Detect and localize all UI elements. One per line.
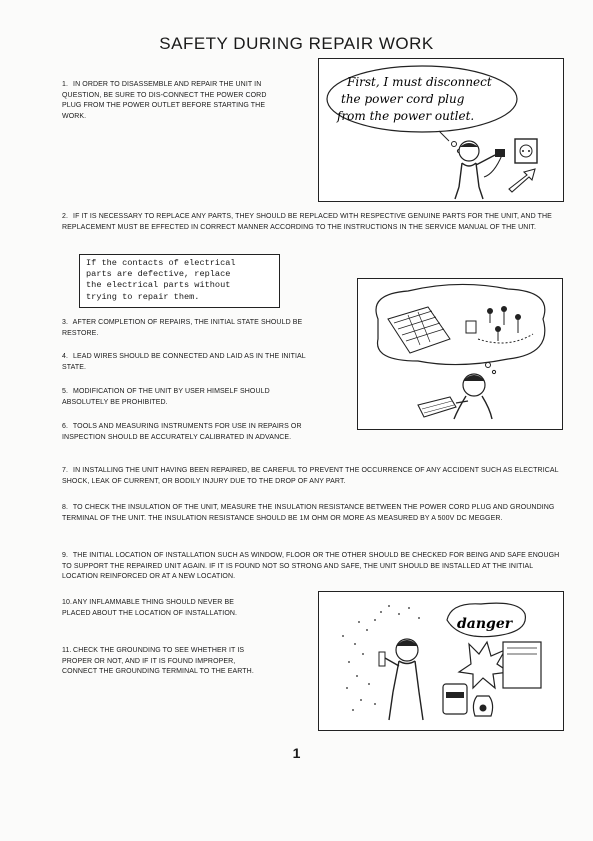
danger-sign-text: danger xyxy=(457,616,513,632)
warning-note-box: If the contacts of electrical parts are defective, replace the electrical parts without trying to repair them. xyxy=(79,254,280,308)
item-text: LEAD WIRES SHOULD BE CONNECTED AND LAID AS IN THE INITIAL STATE. xyxy=(62,353,306,371)
item-number: 10. xyxy=(62,599,73,606)
item-text: CHECK THE GROUNDING TO SEE WHETHER IT IS PROPER OR NOT, AND IF IT IS FOUND IMPROPER, CONNECT THE GROUNDING TERMINAL TO THE EARTH. xyxy=(62,647,254,675)
item-number: 11. xyxy=(62,647,72,654)
list-item xyxy=(62,646,262,678)
item-number: 4. xyxy=(62,353,69,360)
item-text: IF IT IS NECESSARY TO REPLACE ANY PARTS, THEY SHOULD BE REPLACED WITH RESPECTIVE GENUINE PARTS FOR THE UNIT, AND THE REPLACEMENT MUST BE EFFECTED IN CORRECT MANNER ACCORDING TO THE INSTRUCTIONS IN THE SERVICE MANUAL OF THE UNIT. xyxy=(62,213,552,231)
disconnect-plug-drawing xyxy=(319,59,563,201)
item-number: 8. xyxy=(62,504,69,511)
illustration-danger xyxy=(318,591,564,731)
page-number: 1 xyxy=(292,745,301,761)
item-number: 7. xyxy=(62,467,69,474)
list-item xyxy=(62,422,307,443)
list-item xyxy=(62,503,567,524)
speech-line-3: from the power outlet. xyxy=(337,109,475,123)
item-text: MODIFICATION OF THE UNIT BY USER HIMSELF SHOULD ABSOLUTELY BE PROHIBITED. xyxy=(62,388,270,406)
item-text: TO CHECK THE INSULATION OF THE UNIT, MEASURE THE INSULATION RESISTANCE BETWEEN THE POWER CORD PLUG AND GROUNDING TERMINAL OF THE UNIT. THE INSULATION RESISTANCE SHOULD BE 1M OHM OR MORE AS MEASURED BY A 500V DC MEGGER. xyxy=(62,504,555,522)
item-number: 5. xyxy=(62,388,69,395)
list-item xyxy=(62,598,262,619)
list-item xyxy=(62,466,567,487)
list-item xyxy=(62,352,307,373)
danger-drawing xyxy=(319,592,563,730)
list-item xyxy=(62,80,267,122)
item-number: 6. xyxy=(62,423,69,430)
illustration-repair-parts xyxy=(357,278,563,430)
list-item xyxy=(62,387,307,408)
repair-parts-drawing xyxy=(358,279,562,429)
item-number: 2. xyxy=(62,213,69,220)
item-text: TOOLS AND MEASURING INSTRUMENTS FOR USE IN REPAIRS OR INSPECTION SHOULD BE ACCURATELY CALIBRATED IN ADVANCE. xyxy=(62,423,302,441)
item-text: ANY INFLAMMABLE THING SHOULD NEVER BE PLACED ABOUT THE LOCATION OF INSTALLATION. xyxy=(62,599,238,617)
item-number: 1. xyxy=(62,81,69,88)
item-text: AFTER COMPLETION OF REPAIRS, THE INITIAL STATE SHOULD BE RESTORE. xyxy=(62,319,303,337)
item-number: 3. xyxy=(62,319,69,326)
list-item xyxy=(62,212,567,233)
speech-line-2: the power cord plug xyxy=(341,92,465,106)
item-text: IN INSTALLING THE UNIT HAVING BEEN REPAIRED, BE CAREFUL TO PREVENT THE OCCURRENCE OF ANY ACCIDENT SUCH AS ELECTRICAL SHOCK, LEAK OF CURRENT, OR BODILY INJURY DUE TO THE DROP OF ANY PART. xyxy=(62,467,559,485)
speech-line-1: First, I must disconnect xyxy=(347,75,492,89)
list-item xyxy=(62,551,567,583)
page-title: SAFETY DURING REPAIR WORK xyxy=(159,34,434,53)
illustration-disconnect-plug xyxy=(318,58,564,202)
item-text: IN ORDER TO DISASSEMBLE AND REPAIR THE UNIT IN QUESTION, BE SURE TO DIS-CONNECT THE POWER CORD PLUG FROM THE POWER OUTLET BEFORE STARTING THE WORK. xyxy=(62,81,267,120)
item-text: THE INITIAL LOCATION OF INSTALLATION SUCH AS WINDOW, FLOOR OR THE OTHER SHOULD BE CHECKED FOR BEING AND SAFE ENOUGH TO SUPPORT THE REPAIRED UNIT AGAIN. IF IT IS FOUND NOT SO STRONG AND SAFE, THE UNIT SHOULD BE INSTALLED AT THE INITIAL LOCATION REINFORCED OR AT A NEW LOCATION. xyxy=(62,552,560,580)
item-number: 9. xyxy=(62,552,69,559)
list-item xyxy=(62,318,307,339)
